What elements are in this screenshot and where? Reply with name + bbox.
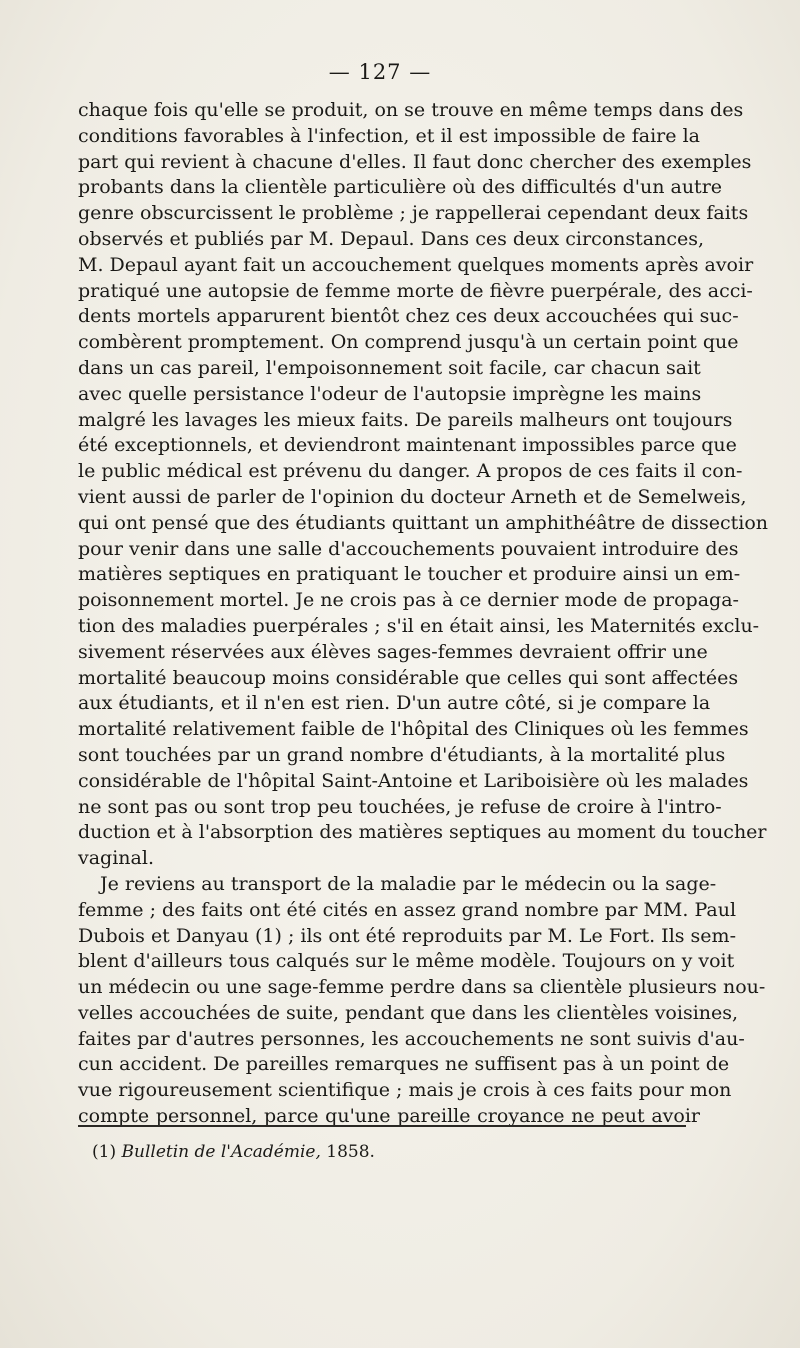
text-line: M. Depaul ayant fait un accouchement quelques moments après avoir xyxy=(78,253,754,276)
text-line: pour venir dans une salle d'accouchements pouvaient introduire des xyxy=(78,537,739,560)
text-line: aux étudiants, et il n'en est rien. D'un autre côté, si je compare la xyxy=(78,692,711,715)
text-line: Dubois et Danyau (1) ; ils ont été reproduits par M. Le Fort. Ils sem- xyxy=(78,924,736,947)
footnote-year: 1858. xyxy=(326,1142,375,1162)
text-line: dans un cas pareil, l'empoisonnement soit facile, car chacun sait xyxy=(78,356,701,379)
text-line: poisonnement mortel. Je ne crois pas à ce dernier mode de propaga- xyxy=(78,589,739,612)
text-line: avec quelle persistance l'odeur de l'autopsie imprègne les mains xyxy=(78,382,702,405)
text-line: duction et à l'absorption des matières septiques au moment du toucher xyxy=(78,821,767,844)
text-line: observés et publiés par M. Depaul. Dans ces deux circonstances, xyxy=(78,227,705,250)
text-line: vient aussi de parler de l'opinion du docteur Arneth et de Semelweis, xyxy=(78,485,747,508)
page-number: — 127 — xyxy=(328,60,432,84)
text-line: sont touchées par un grand nombre d'étudiants, à la mortalité plus xyxy=(78,743,726,766)
text-line: blent d'ailleurs tous calqués sur le même modèle. Toujours on y voit xyxy=(78,950,735,973)
text-line: un médecin ou une sage-femme perdre dans sa clientèle plusieurs nou- xyxy=(78,976,766,999)
text-line: part qui revient à chacune d'elles. Il faut donc chercher des exemples xyxy=(78,150,752,173)
text-line: genre obscurcissent le problème ; je rappellerai cependant deux faits xyxy=(78,202,749,225)
text-line: malgré les lavages les mieux faits. De pareils malheurs ont toujours xyxy=(78,408,733,431)
text-line: probants dans la clientèle particulière où des difficultés d'un autre xyxy=(78,176,723,199)
text-line: matières septiques en pratiquant le toucher et produire ainsi un em- xyxy=(78,563,741,586)
text-line: compte personnel, parce qu'une pareille croyance ne peut avoir xyxy=(78,1105,700,1128)
text-line: chaque fois qu'elle se produit, on se trouve en même temps dans des xyxy=(78,99,744,121)
footnote xyxy=(92,1140,375,1164)
text-line: mortalité beaucoup moins considérable que celles qui sont affectées xyxy=(78,666,739,689)
footnote-title: Bulletin de l'Académie, xyxy=(121,1142,321,1162)
text-line: velles accouchées de suite, pendant que dans les clientèles voisines, xyxy=(78,1001,739,1024)
text-line: été exceptionnels, et deviendront maintenant impossibles parce que xyxy=(78,434,737,457)
text-line: vue rigoureusement scientifique ; mais je crois à ces faits pour mon xyxy=(78,1079,732,1102)
text-line: dents mortels apparurent bientôt chez ces deux accouchées qui suc- xyxy=(78,305,739,328)
footnote-marker: (1) xyxy=(92,1142,117,1162)
text-line: sivement réservées aux élèves sages-femmes devraient offrir une xyxy=(78,640,708,663)
paragraph-end-line: vaginal. xyxy=(78,847,154,870)
text-line: femme ; des faits ont été cités en assez grand nombre par MM. Paul xyxy=(78,898,737,921)
text-line: conditions favorables à l'infection, et il est impossible de faire la xyxy=(78,124,700,147)
footnote-divider xyxy=(78,1125,686,1127)
text-line: considérable de l'hôpital Saint-Antoine et Lariboisière où les malades xyxy=(78,769,749,792)
text-line: mortalité relativement faible de l'hôpital des Cliniques où les femmes xyxy=(78,718,749,741)
text-line: cun accident. De pareilles remarques ne suffisent pas à un point de xyxy=(78,1053,730,1076)
paragraph-start-line: Je reviens au transport de la maladie par le médecin ou la sage- xyxy=(100,872,717,895)
main-text xyxy=(78,98,768,1130)
text-line: qui ont pensé que des étudiants quittant un amphithéâtre de dissection xyxy=(78,511,768,534)
text-line: tion des maladies puerpérales ; s'il en était ainsi, les Maternités exclu- xyxy=(78,614,760,637)
text-line: combèrent promptement. On comprend jusqu'à un certain point que xyxy=(78,331,739,354)
text-line: faites par d'autres personnes, les accouchements ne sont suivis d'au- xyxy=(78,1027,745,1050)
text-line: pratiqué une autopsie de femme morte de fièvre puerpérale, des acci- xyxy=(78,279,753,302)
text-line: le public médical est prévenu du danger. A propos de ces faits il con- xyxy=(78,460,743,483)
text-line: ne sont pas ou sont trop peu touchées, je refuse de croire à l'intro- xyxy=(78,795,722,818)
